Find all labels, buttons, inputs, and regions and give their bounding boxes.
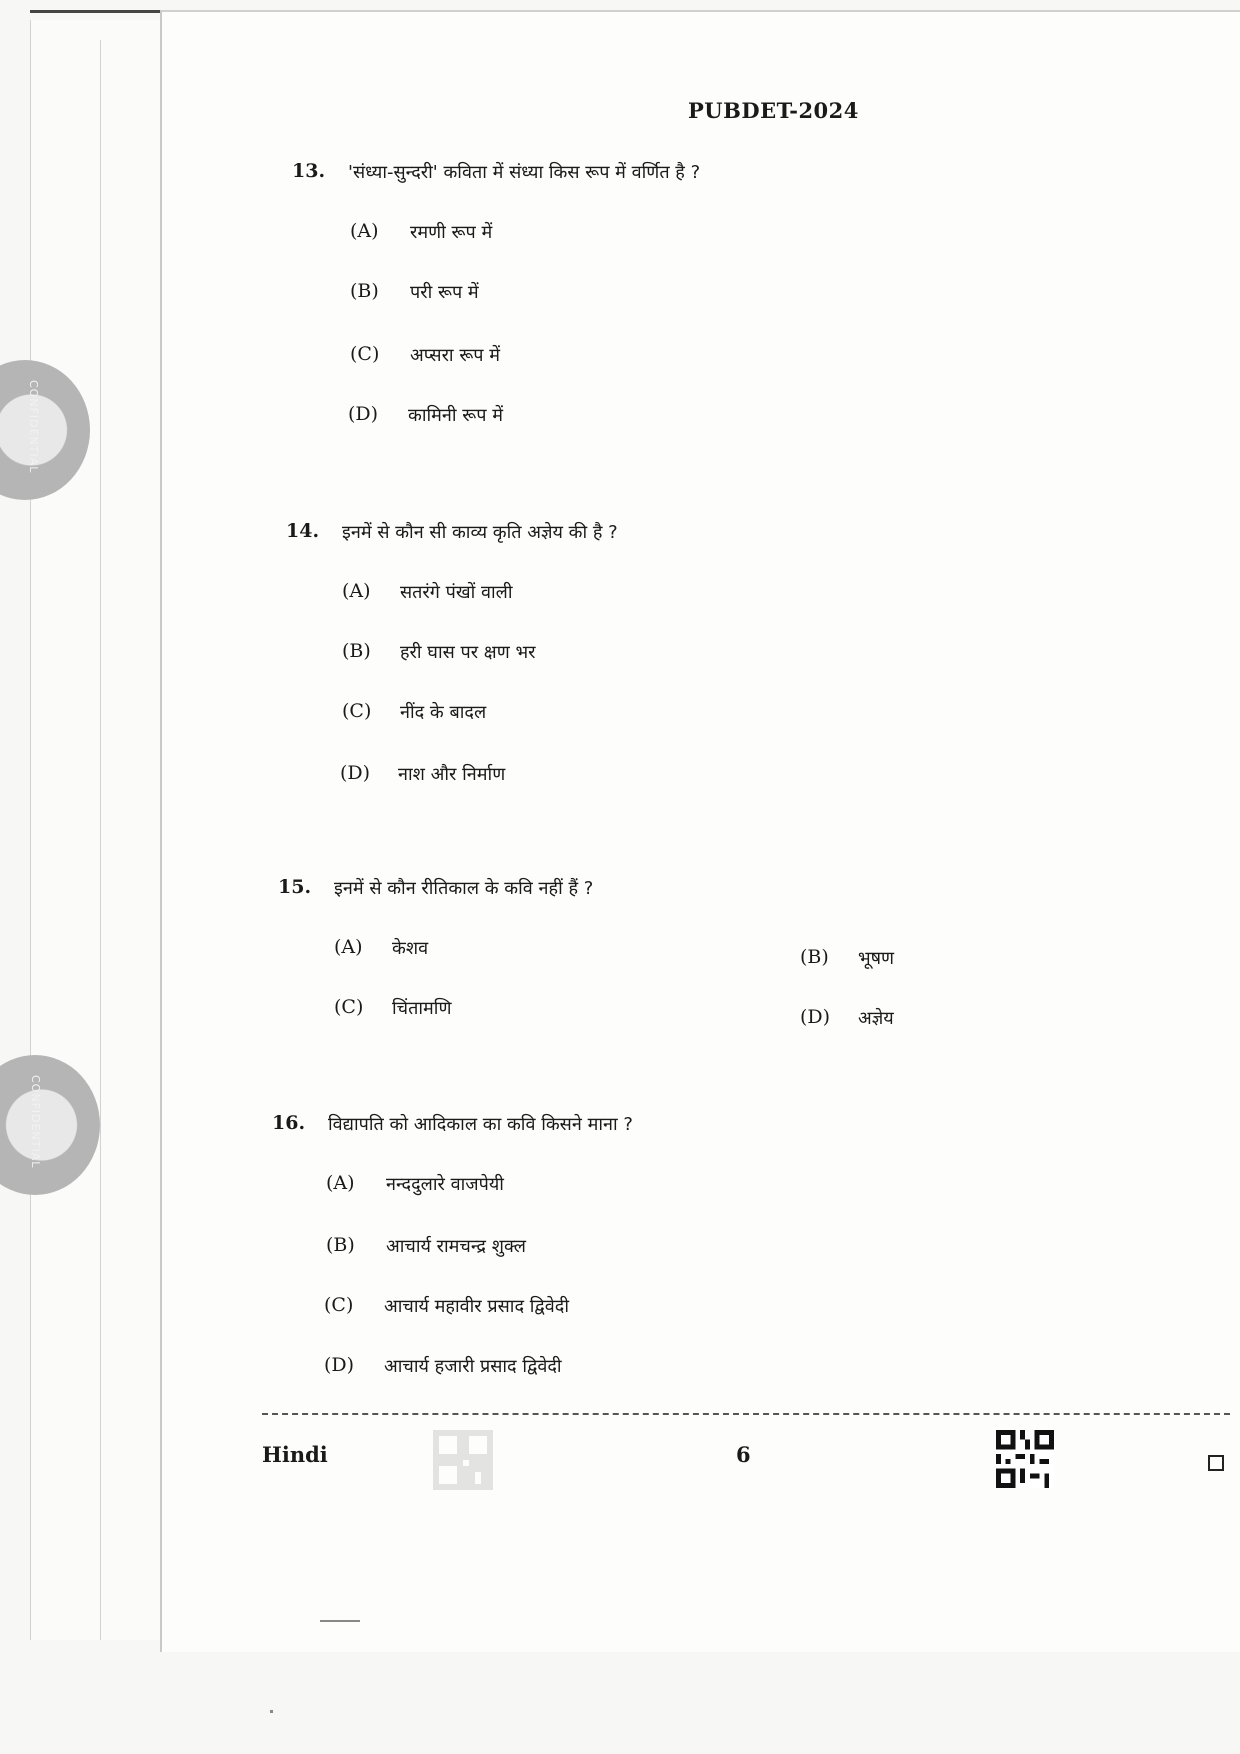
option-text: आचार्य रामचन्द्र शुक्ल — [386, 1236, 526, 1257]
question-number: 15. — [278, 876, 312, 898]
option-text: चिंतामणि — [392, 998, 452, 1019]
option-label: (A) — [342, 580, 371, 602]
footer-divider — [262, 1413, 1230, 1415]
option-label: (C) — [334, 996, 364, 1018]
option-text: कामिनी रूप में — [408, 405, 503, 426]
scan-mark — [270, 1710, 273, 1713]
qr-code-faint — [432, 1430, 494, 1490]
corner-marker — [1208, 1455, 1224, 1471]
option-text: अज्ञेय — [858, 1008, 894, 1029]
exam-code: PUBDET-2024 — [688, 98, 859, 123]
option-text: आचार्य हजारी प्रसाद द्विवेदी — [384, 1356, 562, 1377]
paper-edge-line — [30, 10, 180, 13]
option-text: अप्सरा रूप में — [410, 345, 501, 366]
question-text: 'संध्या-सुन्दरी' कविता में संध्या किस रूप में वर्णित है ? — [348, 162, 701, 183]
option-text: हरी घास पर क्षण भर — [400, 642, 536, 663]
option-label: (D) — [324, 1354, 355, 1376]
option-label: (D) — [340, 762, 371, 784]
option-text: परी रूप में — [410, 282, 479, 303]
qr-code — [996, 1430, 1054, 1488]
option-label: (A) — [350, 220, 379, 242]
option-text: नाश और निर्माण — [398, 764, 506, 785]
question-text: इनमें से कौन रीतिकाल के कवि नहीं हैं ? — [334, 878, 594, 899]
exam-page — [160, 10, 1240, 1652]
option-label: (A) — [326, 1172, 355, 1194]
option-text: केशव — [392, 938, 429, 959]
option-label: (B) — [326, 1234, 355, 1256]
option-label: (B) — [800, 946, 829, 968]
seal-text: CONFIDENTIAL — [27, 380, 40, 474]
question-number: 13. — [292, 160, 326, 182]
option-text: नन्ददुलारे वाजपेयी — [386, 1174, 504, 1195]
option-label: (D) — [800, 1006, 831, 1028]
option-text: भूषण — [858, 948, 895, 969]
option-label: (A) — [334, 936, 363, 958]
option-text: नींद के बादल — [400, 702, 487, 723]
question-text: इनमें से कौन सी काव्य कृति अज्ञेय की है ? — [342, 522, 618, 543]
page-number: 6 — [736, 1442, 751, 1467]
question-number: 14. — [286, 520, 320, 542]
option-label: (C) — [342, 700, 372, 722]
option-text: आचार्य महावीर प्रसाद द्विवेदी — [384, 1296, 569, 1317]
option-text: सतरंगे पंखों वाली — [400, 582, 513, 603]
option-label: (C) — [324, 1294, 354, 1316]
show-through-text — [1040, 190, 1045, 210]
scan-mark — [320, 1620, 360, 1622]
option-text: रमणी रूप में — [410, 222, 493, 243]
option-label: (D) — [348, 403, 379, 425]
seal-text: CONFIDENTIAL — [29, 1075, 42, 1169]
option-label: (C) — [350, 343, 380, 365]
question-number: 16. — [272, 1112, 306, 1134]
question-text: विद्यापति को आदिकाल का कवि किसने माना ? — [328, 1114, 633, 1135]
option-label: (B) — [342, 640, 371, 662]
footer-subject: Hindi — [262, 1442, 328, 1467]
option-label: (B) — [350, 280, 379, 302]
